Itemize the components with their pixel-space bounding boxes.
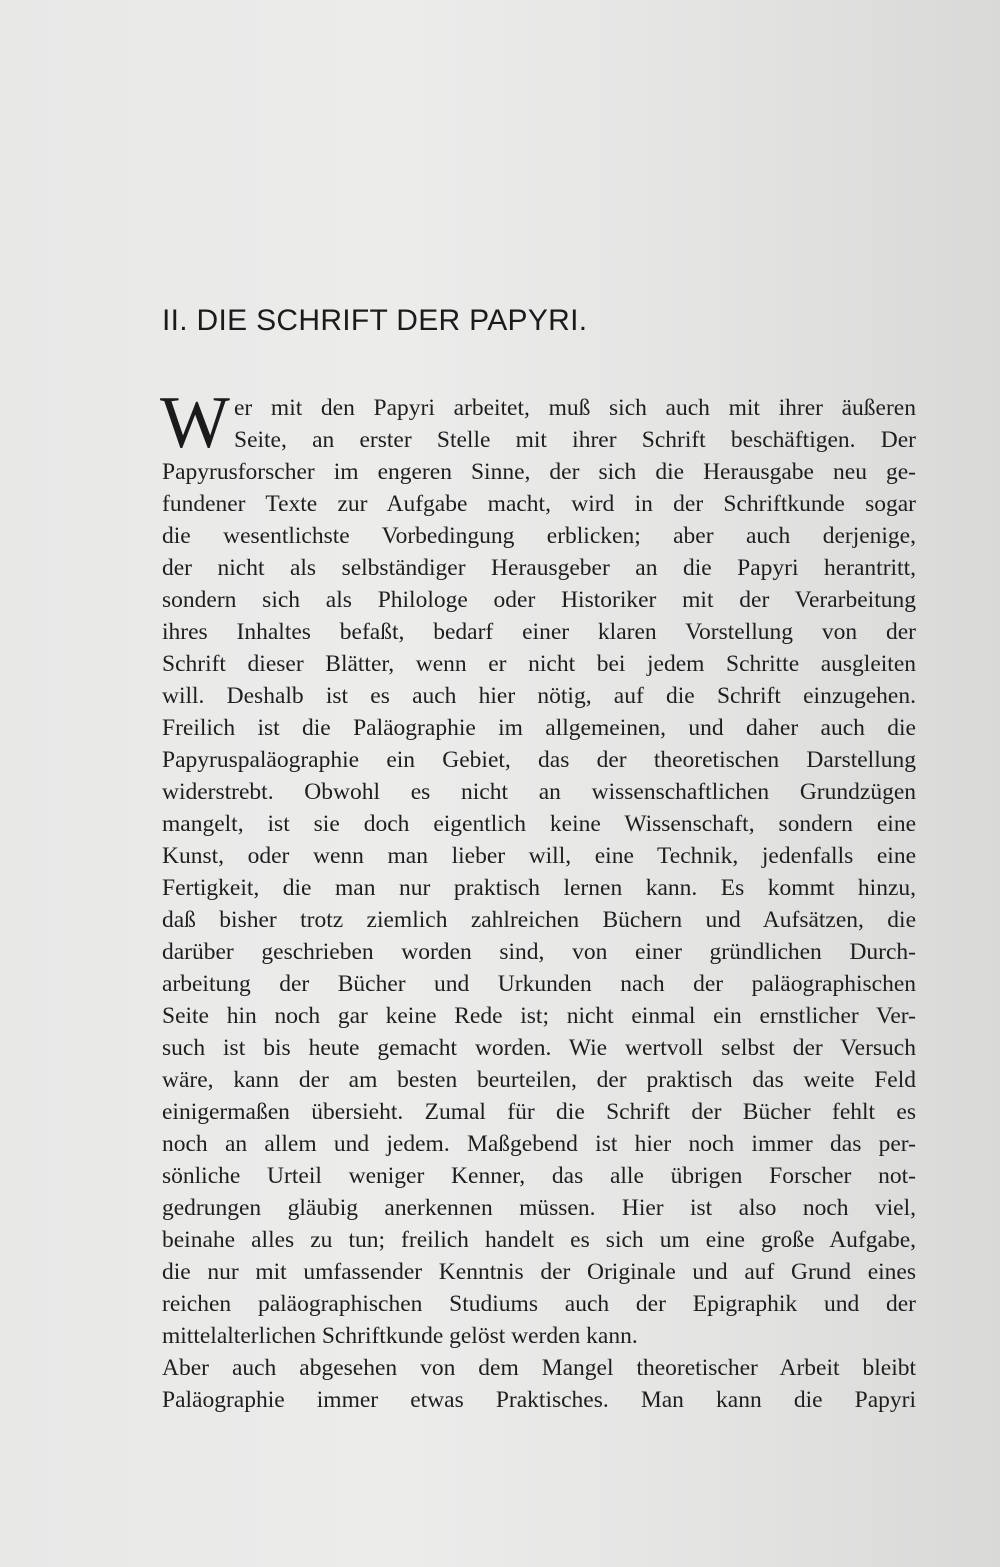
text-line: such ist bis heute gemacht worden. Wie wertvoll selbst der Versuch	[162, 1035, 916, 1061]
text-line: daß bisher trotz ziemlich zahlreichen Büchern und Aufsätzen, die	[162, 907, 916, 933]
text-line: arbeitung der Bücher und Urkunden nach der paläographischen	[162, 971, 916, 997]
text-line: wäre, kann der am besten beurteilen, der praktisch das weite Feld	[162, 1067, 916, 1093]
text-line: will. Deshalb ist es auch hier nötig, auf die Schrift einzugehen.	[162, 683, 916, 709]
text-line: Schrift dieser Blätter, wenn er nicht bei jedem Schritte ausgleiten	[162, 651, 916, 677]
text-line: sondern sich als Philologe oder Historiker mit der Verarbeitung	[162, 587, 916, 613]
text-line: Kunst, oder wenn man lieber will, eine Technik, jedenfalls eine	[162, 843, 916, 869]
text-line: gedrungen gläubig anerkennen müssen. Hier ist also noch viel,	[162, 1195, 916, 1221]
text-line: Aber auch abgesehen von dem Mangel theoretischer Arbeit bleibt	[162, 1355, 916, 1381]
body-text	[160, 382, 916, 1416]
text-line: fundener Texte zur Aufgabe macht, wird in der Schriftkunde sogar	[162, 491, 916, 517]
text-line: widerstrebt. Obwohl es nicht an wissenschaftlichen Grundzügen	[162, 779, 916, 805]
text-line: der nicht als selbständiger Herausgeber an die Papyri herantritt,	[162, 555, 916, 581]
text-line: Papyrusforscher im engeren Sinne, der sich die Herausgabe neu ge-	[162, 459, 916, 485]
text-line: Fertigkeit, die man nur praktisch lernen kann. Es kommt hinzu,	[162, 875, 916, 901]
chapter-title: II. DIE SCHRIFT DER PAPYRI.	[162, 304, 588, 337]
text-line: Papyruspaläographie ein Gebiet, das der theoretischen Darstellung	[162, 747, 916, 773]
text-line: sönliche Urteil weniger Kenner, das alle übrigen Forscher not-	[162, 1163, 916, 1189]
text-line: beinahe alles zu tun; freilich handelt es sich um eine große Aufgabe,	[162, 1227, 916, 1253]
text-line: reichen paläographischen Studiums auch der Epigraphik und der	[162, 1291, 916, 1317]
text-line: mittelalterlichen Schriftkunde gelöst werden kann.	[162, 1323, 638, 1349]
text-line: ihres Inhaltes befaßt, bedarf einer klaren Vorstellung von der	[162, 619, 916, 645]
paragraph	[162, 392, 916, 1352]
text-line: er mit den Papyri arbeitet, muß sich auch mit ihrer äußeren	[234, 395, 916, 421]
text-line: Paläographie immer etwas Praktisches. Man kann die Papyri	[162, 1387, 916, 1413]
text-line: Seite, an erster Stelle mit ihrer Schrift beschäftigen. Der	[234, 427, 916, 453]
drop-cap: W	[160, 382, 230, 464]
text-line: noch an allem und jedem. Maßgebend ist hier noch immer das per-	[162, 1131, 916, 1157]
text-line: Freilich ist die Paläographie im allgemeinen, und daher auch die	[162, 715, 916, 741]
text-line: die nur mit umfassender Kenntnis der Originale und auf Grund eines	[162, 1259, 916, 1285]
text-line: mangelt, ist sie doch eigentlich keine Wissenschaft, sondern eine	[162, 811, 916, 837]
text-line: Seite hin noch gar keine Rede ist; nicht einmal ein ernstlicher Ver-	[162, 1003, 916, 1029]
text-line: die wesentlichste Vorbedingung erblicken; aber auch derjenige,	[162, 523, 916, 549]
text-line: einigermaßen übersieht. Zumal für die Schrift der Bücher fehlt es	[162, 1099, 916, 1125]
text-line: darüber geschrieben worden sind, von einer gründlichen Durch-	[162, 939, 916, 965]
paragraph	[162, 1352, 916, 1416]
